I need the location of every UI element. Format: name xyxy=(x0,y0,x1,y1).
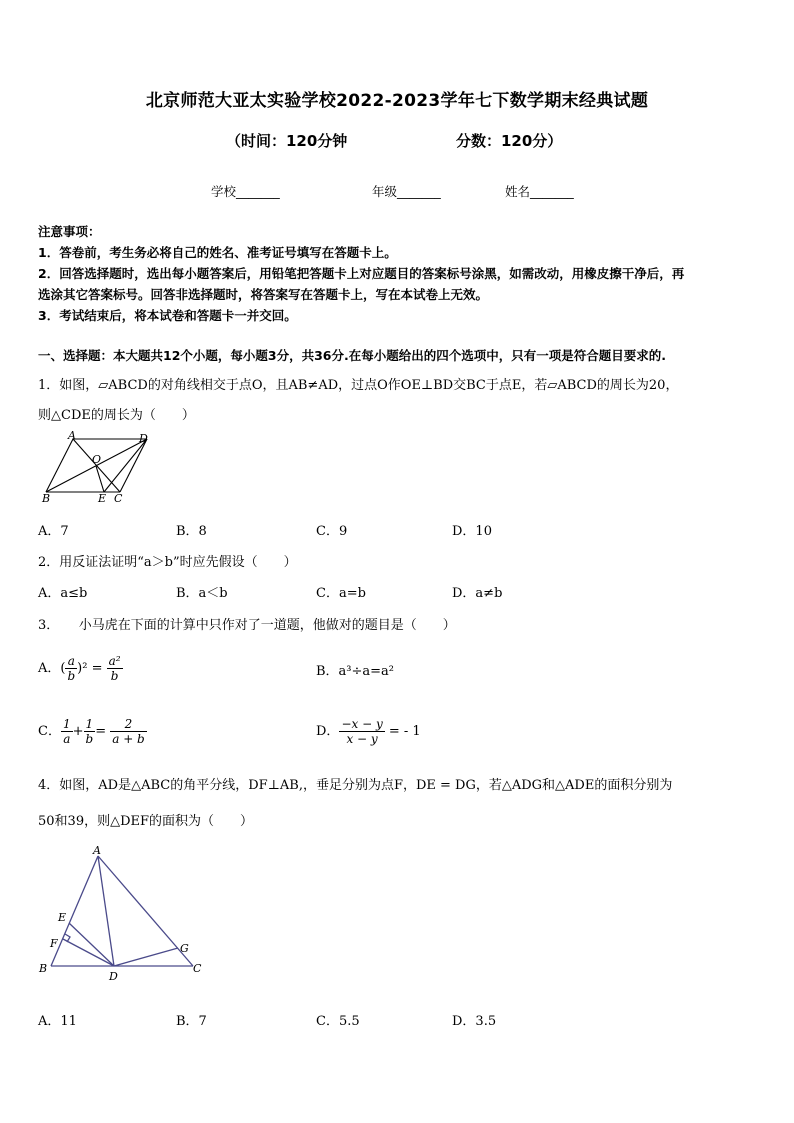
q2-option-a[interactable]: A．a≤b xyxy=(38,586,88,601)
side-dc xyxy=(120,439,147,492)
label-e: E xyxy=(98,492,107,505)
q3-a-lhs-fraction: $\frac{a}{b}$ xyxy=(67,654,76,683)
q4-option-b[interactable]: B．7 xyxy=(176,1014,207,1029)
q1-option-a[interactable]: A．7 xyxy=(38,524,69,539)
label-f: F xyxy=(50,937,58,950)
q3-d-rhs: = - 1 xyxy=(388,724,421,739)
question-3-stem: 3． 小马虎在下面的计算中只作对了一道题，他做对的题目是（ ） xyxy=(38,618,456,633)
q1-option-b[interactable]: B．8 xyxy=(176,524,207,539)
q3-option-a-prefix: A． xyxy=(38,661,61,676)
q2-option-d[interactable]: D．a≠b xyxy=(452,586,503,601)
q3-option-c[interactable]: C． $\frac{1}{a}$ + $\frac{1}{b}$ = $\frac{2}{a + b}$ xyxy=(38,717,145,746)
exam-time: （时间：120分钟 xyxy=(226,132,348,150)
notice-item: 选涂其它答案标号。回答非选择题时，将答案写在答题卡上，写在本试卷上无效。 xyxy=(38,287,489,302)
side-ba xyxy=(46,439,73,492)
section-heading: 一、选择题：本大题共12个小题，每小题3分，共36分.在每小题给出的四个选项中，只有一项是符合题目要求的. xyxy=(38,348,666,363)
q4-option-d[interactable]: D．3.5 xyxy=(452,1014,497,1029)
notice-item: 1．答卷前，考生务必将自己的姓名、准考证号填写在答题卡上。 xyxy=(38,245,397,260)
label-c: C xyxy=(114,492,123,505)
q1-option-d[interactable]: D．10 xyxy=(452,524,492,539)
notice-item: 2．回答选择题时，选出每小题答案后，用铅笔把答题卡上对应题目的答案标号涂黑，如需改动，用橡皮擦干净后，再 xyxy=(38,266,685,281)
q3-a-exponent: )² xyxy=(77,661,88,676)
triangle-figure xyxy=(36,840,216,985)
notice-item: 3．考试结束后，将本试卷和答题卡一并交回。 xyxy=(38,308,297,323)
q3-c-frac-result: $\frac{2}{a + b}$ xyxy=(112,717,145,746)
exam-score: 分数：120分） xyxy=(456,132,563,150)
notice-heading: 注意事项： xyxy=(38,224,101,239)
page-title: 北京师范大亚太实验学校2022-2023学年七下数学期末经典试题 xyxy=(145,91,649,111)
q3-c-frac-1: $\frac{1}{a}$ xyxy=(62,717,71,746)
q3-option-d-prefix: D． xyxy=(316,724,340,739)
label-d: D xyxy=(109,970,118,983)
school-field: 学校_______ xyxy=(211,184,280,199)
q3-option-d[interactable] xyxy=(316,714,421,750)
segment-dg xyxy=(114,948,178,966)
label-e: E xyxy=(58,911,67,924)
label-g: G xyxy=(180,942,189,955)
q3-option-c-prefix: C． xyxy=(38,724,61,739)
label-a: A xyxy=(68,430,76,442)
q4-option-a[interactable]: A．11 xyxy=(38,1014,77,1029)
name-field: 姓名_______ xyxy=(505,184,574,199)
q2-option-c[interactable]: C．a=b xyxy=(316,586,366,601)
label-o: O xyxy=(92,453,102,466)
label-c: C xyxy=(193,962,202,975)
question-2-stem: 2．用反证法证明“a＞b”时应先假设（ ） xyxy=(38,555,297,570)
q3-option-b[interactable]: B．a³÷a=a² xyxy=(316,664,395,679)
label-b: B xyxy=(42,492,51,505)
q4-option-c[interactable]: C．5.5 xyxy=(316,1014,360,1029)
segment-df xyxy=(63,939,114,966)
question-4-stem-2: 50和39，则△DEF的面积为（ ） xyxy=(38,814,254,829)
question-1-stem-2: 则△CDE的周长为（ ） xyxy=(38,408,195,423)
q1-option-c[interactable]: C．9 xyxy=(316,524,348,539)
q3-d-fraction: $\frac{-x - y}{x - y}$ xyxy=(341,717,383,746)
label-d: D xyxy=(139,432,148,445)
q3-c-frac-2: $\frac{1}{b}$ xyxy=(85,717,94,746)
segment-de xyxy=(69,923,114,966)
q3-a-rhs-fraction: $\frac{\text{a²}}{b}$ xyxy=(108,654,121,683)
grade-field: 年级_______ xyxy=(372,184,441,199)
question-1-stem: 1．如图，▱ABCD的对角线相交于点O，且AB≠AD，过点O作OE⊥BD交BC于点E，若▱ABCD的周长为20， xyxy=(38,378,679,393)
label-b: B xyxy=(39,962,48,975)
segment-ed xyxy=(104,439,147,492)
question-4-stem: 4．如图，AD是△ABC的角平分线，DF⊥AB,，垂足分别为点F，DE = DG，若△ADG和△ADE的面积分别为 xyxy=(38,778,673,793)
parallelogram-figure xyxy=(38,430,158,505)
q2-option-b[interactable]: B．a＜b xyxy=(176,586,228,601)
q3-option-a[interactable]: A．( $\frac{a}{b}$ )² = $\frac{\text{a²}}{b}$ xyxy=(38,654,121,683)
label-a: A xyxy=(93,844,101,857)
